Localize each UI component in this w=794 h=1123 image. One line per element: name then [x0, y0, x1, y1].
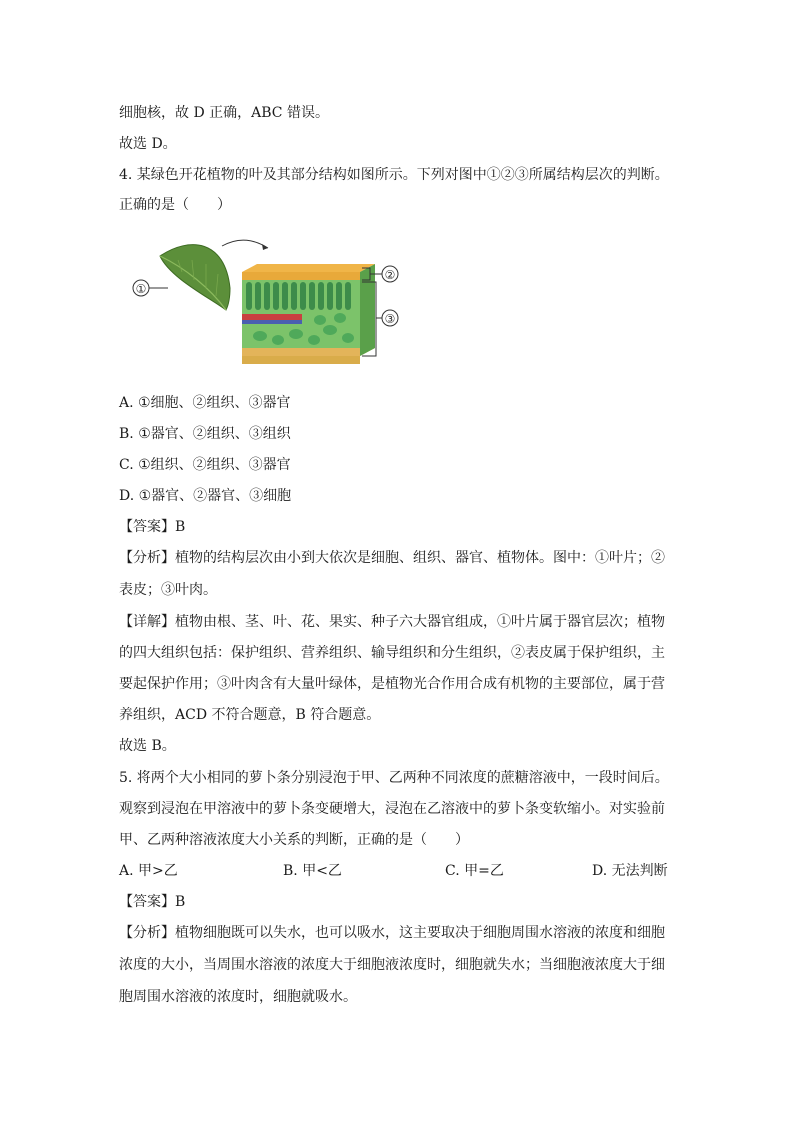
option-c: C. ①组织、②组织、③器官 [119, 457, 291, 473]
arrow-icon [222, 240, 268, 248]
label-3: ③ [384, 312, 396, 326]
option-d: D. 无法判断 [592, 863, 668, 879]
leaf-icon [160, 245, 230, 310]
answer: 【答案】B [119, 519, 186, 535]
analysis: 【分析】植物细胞既可以失水，也可以吸水，这主要取决于细胞周围水溶液的浓度和细胞 [119, 925, 665, 941]
option-b: B. ①器官、②组织、③组织 [119, 426, 291, 442]
question-5-stem-cont: 观察到浸泡在甲溶液中的萝卜条变硬增大，浸泡在乙溶液中的萝卜条变软缩小。对实验前 [119, 801, 665, 817]
label-2: ② [384, 268, 396, 282]
option-a: A. ①细胞、②组织、③器官 [119, 395, 291, 411]
option-c: C. 甲=乙 [445, 863, 504, 879]
option-d: D. ①器官、②器官、③细胞 [119, 488, 292, 504]
text-line: 故选 D。 [119, 136, 177, 152]
answer: 【答案】B [119, 894, 186, 910]
leaf-diagram [130, 238, 410, 378]
label-1: ① [135, 282, 147, 296]
question-5-stem: 5. 将两个大小相同的萝卜条分别浸泡于甲、乙两种不同浓度的蔗糖溶液中，一段时间后。 [119, 770, 669, 786]
detail-cont: 的四大组织包括：保护组织、营养组织、输导组织和分生组织，②表皮属于保护组织，主 [119, 645, 665, 661]
analysis-cont: 浓度的大小，当周围水溶液的浓度大于细胞液浓度时，细胞就失水；当细胞液浓度大于细 [119, 957, 665, 973]
text-line: 细胞核，故 D 正确，ABC 错误。 [119, 105, 329, 121]
leaf-structure-figure [130, 238, 410, 378]
detail: 【详解】植物由根、茎、叶、花、果实、种子六大器官组成，①叶片属于器官层次；植物 [119, 614, 665, 630]
analysis-cont: 表皮；③叶肉。 [119, 582, 217, 598]
question-4-stem: 4. 某绿色开花植物的叶及其部分结构如图所示。下列对图中①②③所属结构层次的判断。 [119, 167, 669, 183]
final-choice: 故选 B。 [119, 738, 176, 754]
option-b: B. 甲<乙 [283, 863, 342, 879]
leaf-cross-section [242, 264, 375, 364]
analysis-cont: 胞周围水溶液的浓度时，细胞就吸水。 [119, 989, 357, 1005]
question-4-stem-cont: 正确的是（ ） [119, 197, 231, 213]
analysis: 【分析】植物的结构层次由小到大依次是细胞、组织、器官、植物体。图中：①叶片；② [119, 550, 665, 566]
label-1-marker [133, 280, 149, 296]
option-a: A. 甲>乙 [119, 863, 178, 879]
question-5-stem-cont: 甲、乙两种溶液浓度大小关系的判断，正确的是（ ） [119, 832, 469, 848]
detail-cont: 要起保护作用；③叶肉含有大量叶绿体，是植物光合作用合成有机物的主要部位，属于营 [119, 676, 665, 692]
detail-cont: 养组织，ACD 不符合题意，B 符合题意。 [119, 707, 381, 723]
